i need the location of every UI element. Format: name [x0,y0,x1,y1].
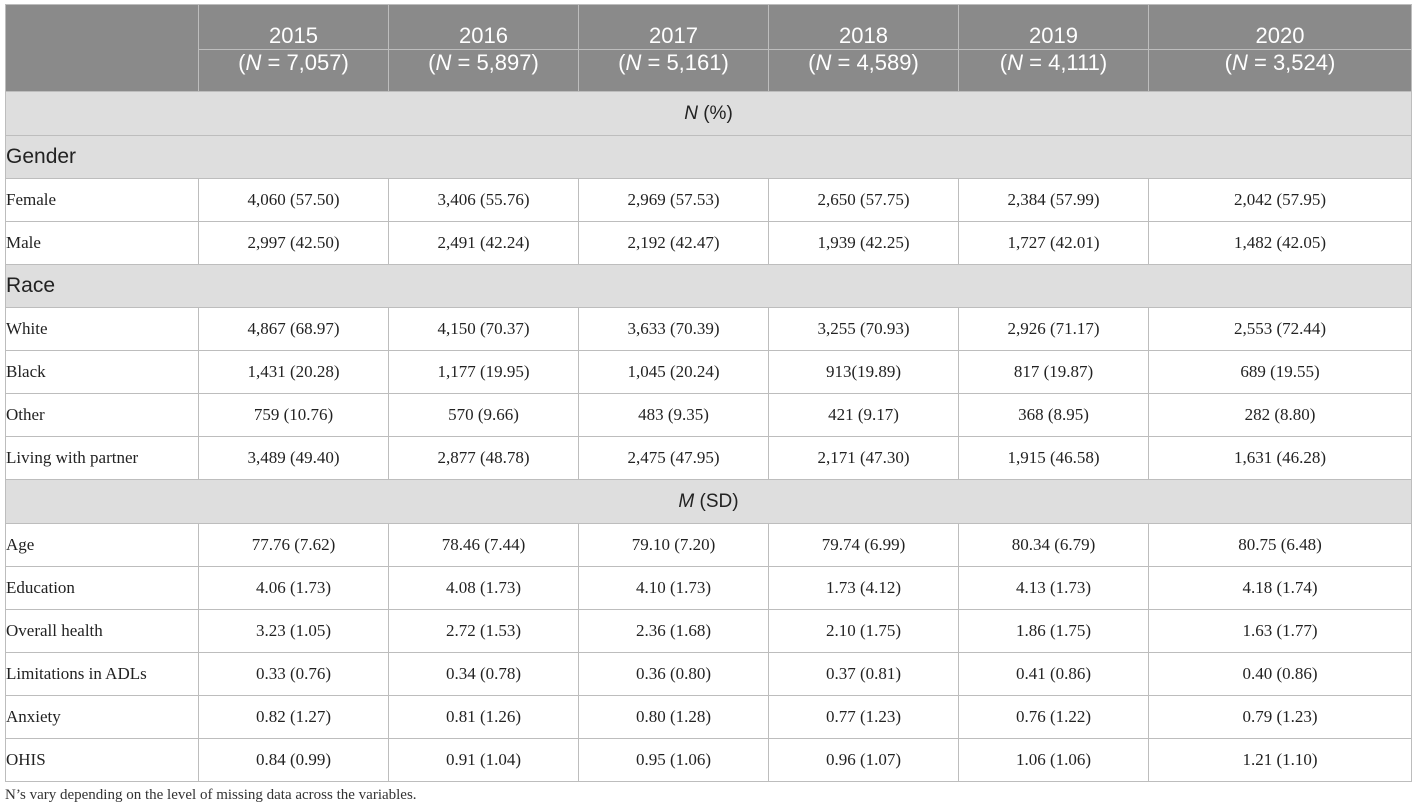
sample-size-header: (N = 4,111) [959,50,1149,92]
table-row [6,524,1412,567]
table-cell: 1,045 (20.24) [579,351,769,394]
table-cell: 2,650 (57.75) [769,179,959,222]
table-cell: 1,431 (20.28) [199,351,389,394]
sample-size-header: (N = 3,524) [1149,50,1412,92]
row-label: OHIS [6,739,199,782]
year-header-row [6,5,1412,50]
table-cell: 2,926 (71.17) [959,308,1149,351]
table-cell: 3.23 (1.05) [199,610,389,653]
table-cell: 570 (9.66) [389,394,579,437]
table-cell: 0.77 (1.23) [769,696,959,739]
table-cell: 817 (19.87) [959,351,1149,394]
m-sd-label: M (SD) [6,480,1412,524]
table-cell: 0.79 (1.23) [1149,696,1412,739]
table-cell: 2,384 (57.99) [959,179,1149,222]
sample-size-row [6,50,1412,92]
table-cell: 4.18 (1.74) [1149,567,1412,610]
row-label: Limitations in ADLs [6,653,199,696]
table-row [6,308,1412,351]
table-cell: 1.63 (1.77) [1149,610,1412,653]
sample-size-header: (N = 7,057) [199,50,389,92]
section-label-gender: Gender [6,136,1412,179]
year-header: 2015 [199,5,389,50]
demographics-table [5,4,1412,782]
table-cell: 421 (9.17) [769,394,959,437]
table-cell: 80.34 (6.79) [959,524,1149,567]
table-cell: 0.95 (1.06) [579,739,769,782]
table-cell: 689 (19.55) [1149,351,1412,394]
table-cell: 0.34 (0.78) [389,653,579,696]
section-label-race: Race [6,265,1412,308]
table-cell: 1,939 (42.25) [769,222,959,265]
n-percent-label: N (%) [6,92,1412,136]
table-cell: 2,997 (42.50) [199,222,389,265]
table-cell: 4,150 (70.37) [389,308,579,351]
table-cell: 2,877 (48.78) [389,437,579,480]
table-cell: 78.46 (7.44) [389,524,579,567]
sample-size-header: (N = 5,161) [579,50,769,92]
row-label: Male [6,222,199,265]
table-row [6,351,1412,394]
n-percent-row [6,92,1412,136]
header-corner [6,5,199,92]
row-label: Age [6,524,199,567]
table-row [6,610,1412,653]
section-row-race [6,265,1412,308]
table-cell: 4,867 (68.97) [199,308,389,351]
table-cell: 759 (10.76) [199,394,389,437]
table-cell: 3,633 (70.39) [579,308,769,351]
section-row-gender [6,136,1412,179]
year-header: 2020 [1149,5,1412,50]
table-row [6,437,1412,480]
table-cell: 913(19.89) [769,351,959,394]
table-cell: 483 (9.35) [579,394,769,437]
table-cell: 3,406 (55.76) [389,179,579,222]
year-header: 2018 [769,5,959,50]
table-cell: 0.81 (1.26) [389,696,579,739]
row-label: Other [6,394,199,437]
table-cell: 2,475 (47.95) [579,437,769,480]
table-row [6,179,1412,222]
table-cell: 0.41 (0.86) [959,653,1149,696]
table-cell: 4.10 (1.73) [579,567,769,610]
table-cell: 4.08 (1.73) [389,567,579,610]
table-cell: 77.76 (7.62) [199,524,389,567]
row-label: Black [6,351,199,394]
row-label: Education [6,567,199,610]
table-cell: 0.84 (0.99) [199,739,389,782]
table-cell: 2.72 (1.53) [389,610,579,653]
table-row [6,653,1412,696]
year-header: 2019 [959,5,1149,50]
table-cell: 1,727 (42.01) [959,222,1149,265]
table-cell: 1.21 (1.10) [1149,739,1412,782]
table-cell: 2,553 (72.44) [1149,308,1412,351]
table-cell: 79.10 (7.20) [579,524,769,567]
year-header: 2016 [389,5,579,50]
table-row [6,222,1412,265]
table-cell: 1.73 (4.12) [769,567,959,610]
row-label: Female [6,179,199,222]
sample-size-header: (N = 4,589) [769,50,959,92]
table-cell: 0.76 (1.22) [959,696,1149,739]
table-cell: 1,631 (46.28) [1149,437,1412,480]
table-cell: 1.06 (1.06) [959,739,1149,782]
table-footnote: N’s vary depending on the level of missing data across the variables. [5,787,417,803]
table-row [6,739,1412,782]
table-row [6,696,1412,739]
table-cell: 2,171 (47.30) [769,437,959,480]
table-cell: 2.10 (1.75) [769,610,959,653]
table-cell: 1.86 (1.75) [959,610,1149,653]
table-cell: 0.40 (0.86) [1149,653,1412,696]
table-row [6,394,1412,437]
year-header: 2017 [579,5,769,50]
table-cell: 0.96 (1.07) [769,739,959,782]
table-cell: 4.06 (1.73) [199,567,389,610]
sample-size-header: (N = 5,897) [389,50,579,92]
table-cell: 80.75 (6.48) [1149,524,1412,567]
row-label: Anxiety [6,696,199,739]
table-cell: 2.36 (1.68) [579,610,769,653]
table-cell: 0.82 (1.27) [199,696,389,739]
table-cell: 4,060 (57.50) [199,179,389,222]
table-cell: 3,255 (70.93) [769,308,959,351]
table-cell: 282 (8.80) [1149,394,1412,437]
table-cell: 4.13 (1.73) [959,567,1149,610]
table-cell: 1,177 (19.95) [389,351,579,394]
table-cell: 2,491 (42.24) [389,222,579,265]
table-cell: 0.33 (0.76) [199,653,389,696]
table-cell: 0.80 (1.28) [579,696,769,739]
table-cell: 2,192 (42.47) [579,222,769,265]
row-label: Living with partner [6,437,199,480]
table-cell: 1,915 (46.58) [959,437,1149,480]
table-cell: 1,482 (42.05) [1149,222,1412,265]
table-cell: 0.37 (0.81) [769,653,959,696]
table-cell: 0.36 (0.80) [579,653,769,696]
table-cell: 368 (8.95) [959,394,1149,437]
table-cell: 0.91 (1.04) [389,739,579,782]
table-row [6,567,1412,610]
row-label: Overall health [6,610,199,653]
row-label: White [6,308,199,351]
m-sd-row [6,480,1412,524]
table-cell: 79.74 (6.99) [769,524,959,567]
table-cell: 3,489 (49.40) [199,437,389,480]
table-cell: 2,042 (57.95) [1149,179,1412,222]
table-cell: 2,969 (57.53) [579,179,769,222]
